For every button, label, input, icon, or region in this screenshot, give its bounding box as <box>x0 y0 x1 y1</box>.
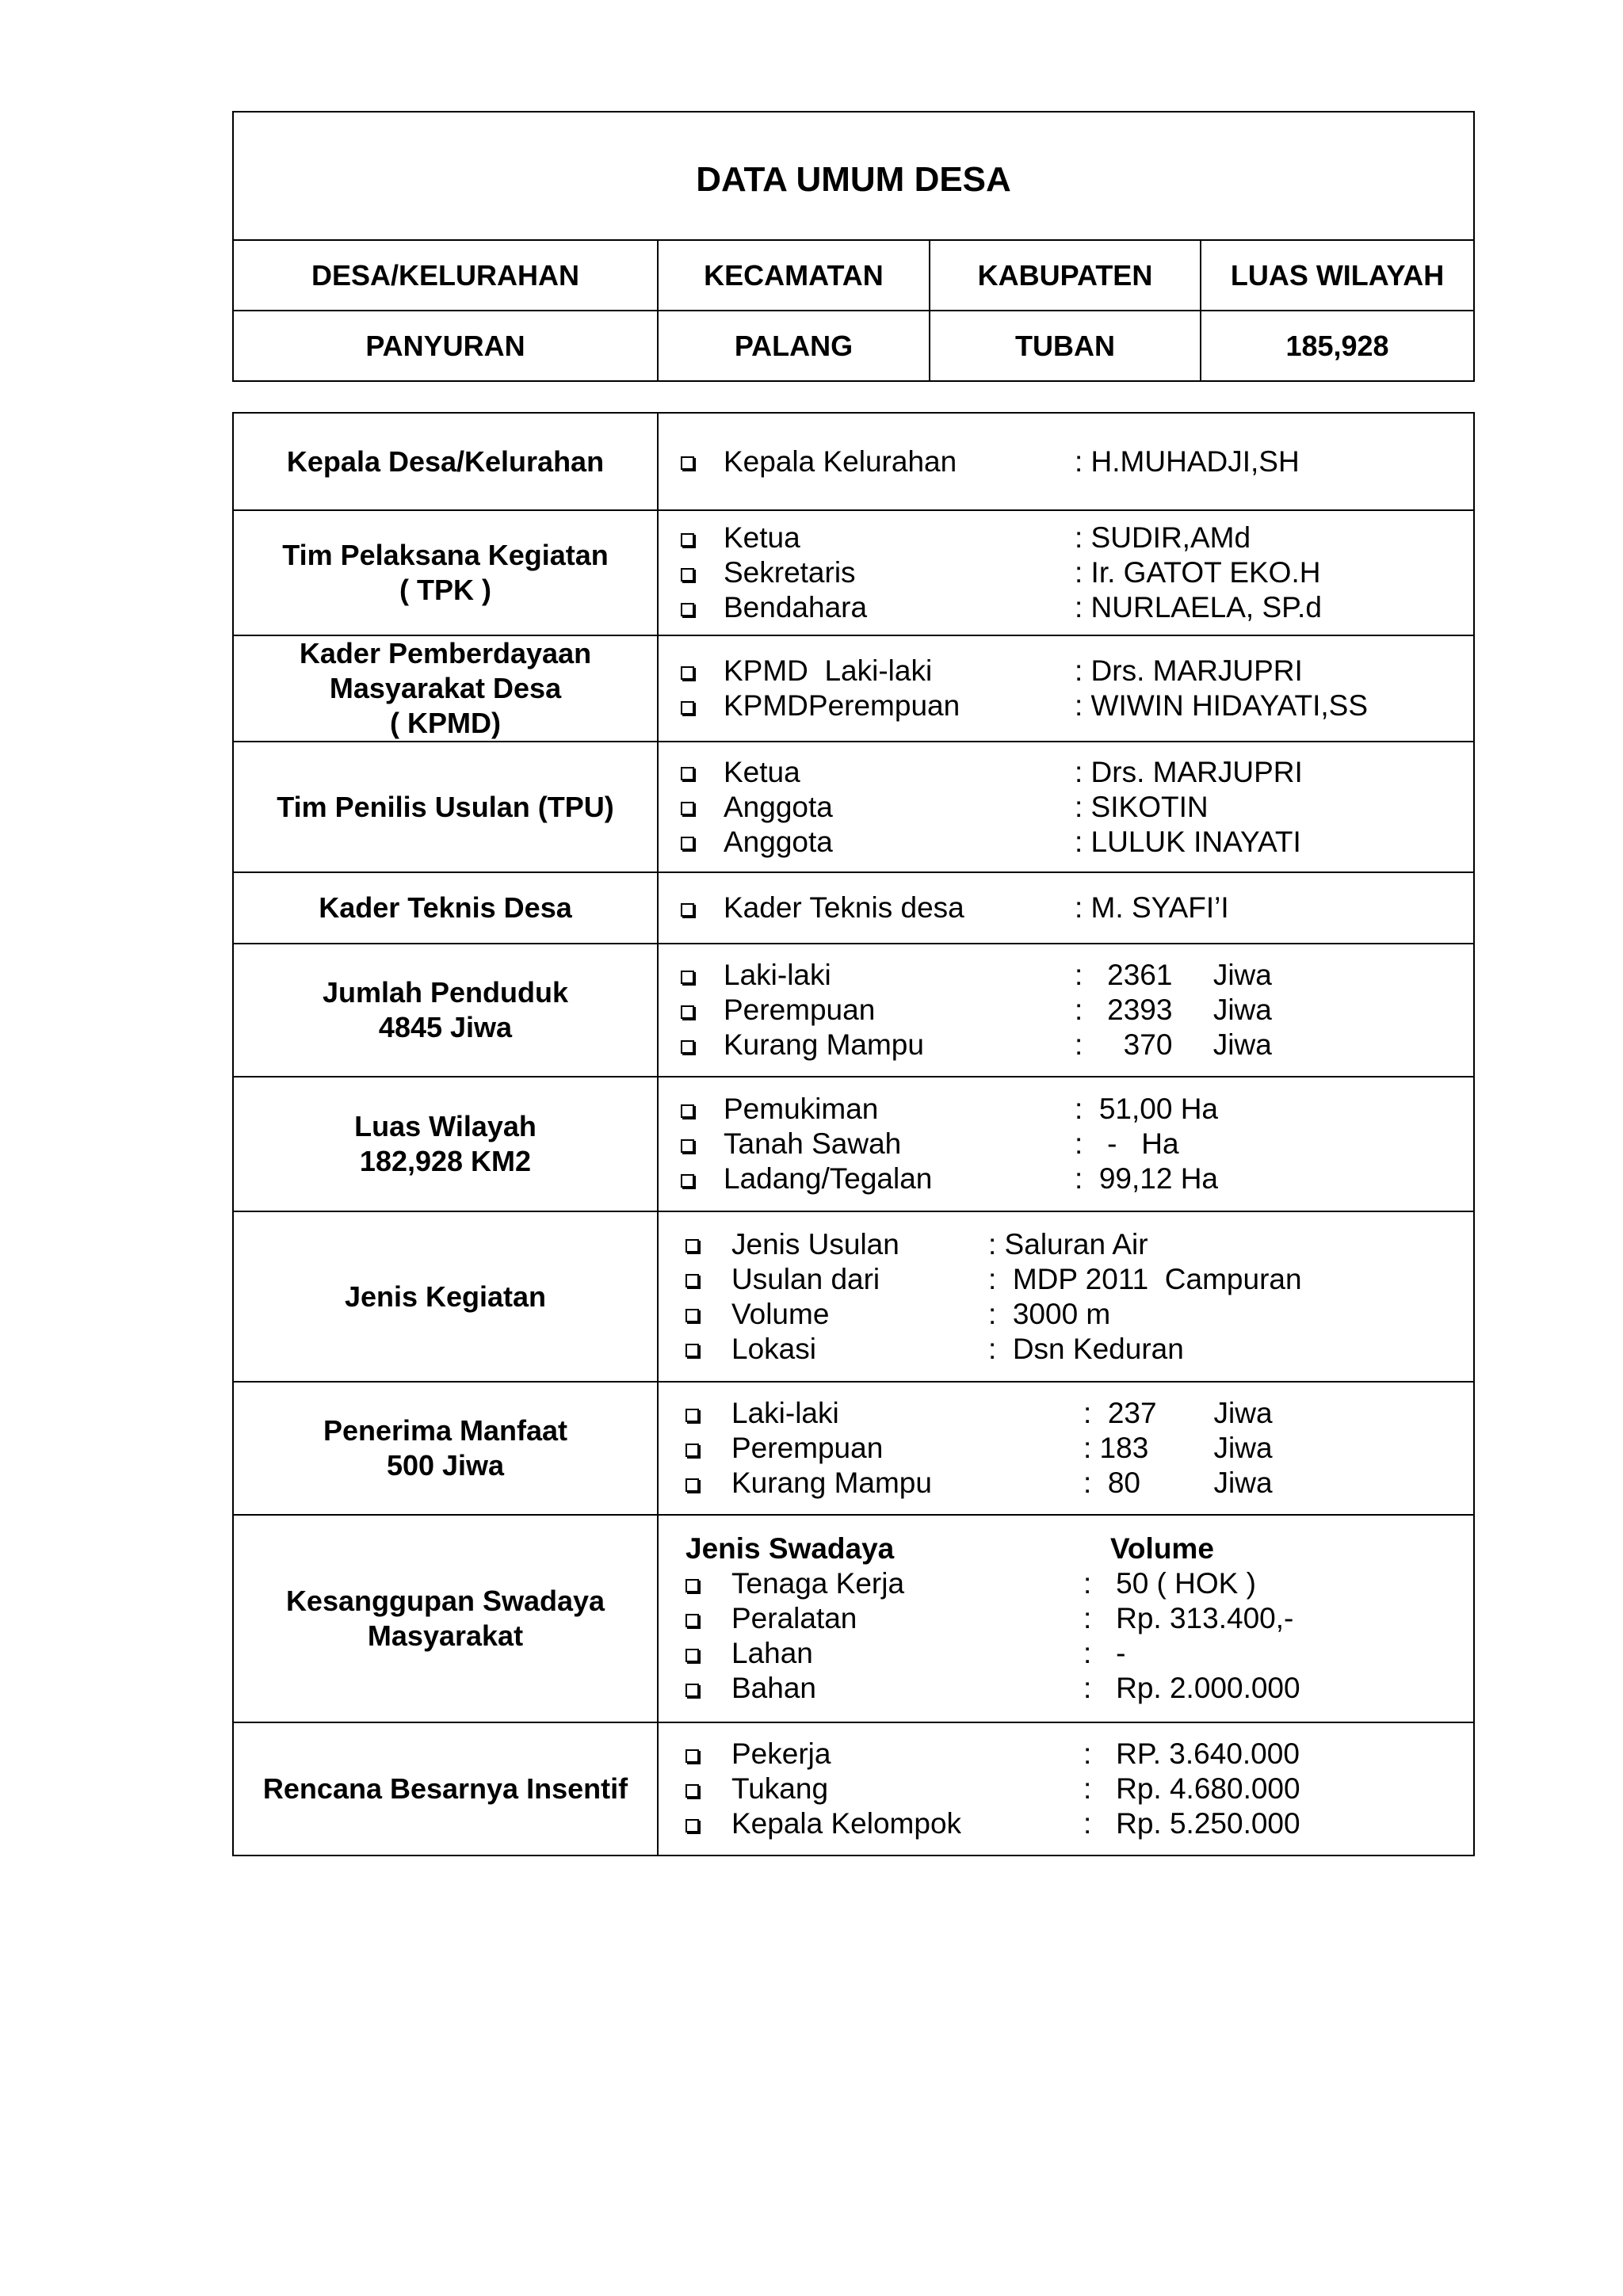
detail-value: : H.MUHADJI,SH <box>1075 444 1300 478</box>
detail-key: Pemukiman <box>724 1093 879 1125</box>
detail-item <box>674 958 1473 993</box>
heading-value: Volume <box>1110 1532 1214 1565</box>
page-title: DATA UMUM DESA <box>233 112 1474 240</box>
detail-key: Ketua <box>724 755 800 788</box>
detail-value: : 80 Jiwa <box>1083 1466 1273 1499</box>
detail-value: : SIKOTIN <box>1075 790 1209 823</box>
checkbox-bullet-icon <box>685 1772 717 1806</box>
village-data-table <box>232 412 1475 1856</box>
detail-item <box>674 1671 1473 1706</box>
data-row-swadaya <box>233 1515 1474 1722</box>
row-label-line: ( KPMD) <box>390 707 501 739</box>
checkbox-bullet-icon <box>685 1601 717 1636</box>
detail-value: : LULUK INAYATI <box>1075 825 1301 858</box>
detail-key: Volume <box>731 1297 830 1330</box>
detail-key: KPMDPerempuan <box>724 689 960 722</box>
detail-key: Laki-laki <box>724 959 831 991</box>
row-details <box>658 1515 1474 1722</box>
checkbox-bullet-icon <box>685 1636 717 1671</box>
detail-item <box>674 1332 1473 1367</box>
detail-key: Ladang/Tegalan <box>724 1162 933 1195</box>
detail-key: Tanah Sawah <box>724 1127 902 1160</box>
row-label <box>233 944 658 1077</box>
row-label-line: Kader Teknis Desa <box>319 891 572 924</box>
heading-key: Jenis Swadaya <box>685 1532 895 1565</box>
checkbox-bullet-icon <box>681 555 712 590</box>
value-kecamatan: PALANG <box>658 311 930 381</box>
value-kabupaten: TUBAN <box>930 311 1201 381</box>
checkbox-bullet-icon <box>685 1332 717 1367</box>
row-label-line: 4845 Jiwa <box>378 1011 513 1043</box>
detail-value: : SUDIR,AMd <box>1075 521 1251 554</box>
detail-key: Ketua <box>724 521 800 554</box>
detail-item <box>674 1737 1473 1772</box>
detail-item <box>674 1262 1473 1297</box>
detail-key: Anggota <box>724 790 833 823</box>
detail-key: Perempuan <box>731 1432 884 1464</box>
detail-key: Kurang Mampu <box>724 1028 924 1061</box>
row-label <box>233 1211 658 1382</box>
row-label-line: Tim Pelaksana Kegiatan <box>282 539 609 571</box>
checkbox-bullet-icon <box>681 1092 712 1127</box>
value-desa-kelurahan: PANYURAN <box>233 311 658 381</box>
summary-table <box>232 111 1475 382</box>
detail-item <box>674 1636 1473 1671</box>
row-label <box>233 1722 658 1855</box>
checkbox-bullet-icon <box>685 1262 717 1297</box>
checkbox-bullet-icon <box>685 1737 717 1772</box>
checkbox-bullet-icon <box>681 688 712 723</box>
detail-item <box>674 825 1473 860</box>
data-row-tpu <box>233 742 1474 872</box>
checkbox-bullet-icon <box>685 1466 717 1501</box>
checkbox-bullet-icon <box>681 755 712 790</box>
detail-item <box>674 1227 1473 1262</box>
checkbox-bullet-icon <box>681 1161 712 1196</box>
detail-value: : 50 ( HOK ) <box>1083 1567 1256 1600</box>
row-label-line: Tim Penilis Usulan (TPU) <box>277 790 614 823</box>
checkbox-bullet-icon <box>681 1127 712 1161</box>
detail-value: : - Ha <box>1075 1127 1179 1160</box>
row-label-line: Kesanggupan Swadaya <box>285 1585 605 1617</box>
row-label-line: Kepala Desa/Kelurahan <box>286 444 605 478</box>
row-label <box>233 1077 658 1211</box>
detail-value: : 183 Jiwa <box>1083 1432 1273 1464</box>
checkbox-bullet-icon <box>681 1028 712 1062</box>
detail-item <box>674 755 1473 790</box>
row-label-line: Luas Wilayah <box>354 1110 537 1142</box>
checkbox-bullet-icon <box>681 521 712 555</box>
detail-key: Kepala Kelurahan <box>724 444 957 478</box>
row-label <box>233 1382 658 1515</box>
row-label-line: 182,928 KM2 <box>359 1145 532 1177</box>
detail-item <box>674 521 1473 555</box>
detail-value: : - <box>1083 1637 1126 1669</box>
row-label <box>233 872 658 944</box>
detail-item <box>674 1566 1473 1601</box>
detail-value: : Drs. MARJUPRI <box>1075 755 1303 788</box>
row-label-line: Masyarakat Desa <box>329 672 562 704</box>
row-label-line: Kader Pemberdayaan <box>299 637 592 669</box>
detail-key: Pekerja <box>731 1737 831 1770</box>
checkbox-bullet-icon <box>685 1227 717 1262</box>
detail-value: : Dsn Keduran <box>988 1332 1184 1365</box>
detail-key: Usulan dari <box>731 1262 880 1295</box>
row-details <box>658 1211 1474 1382</box>
row-details <box>658 1722 1474 1855</box>
checkbox-bullet-icon <box>685 1297 717 1332</box>
header-desa-kelurahan: DESA/KELURAHAN <box>233 240 658 311</box>
detail-key: Jenis Usulan <box>731 1227 899 1261</box>
detail-value: : Rp. 4.680.000 <box>1083 1772 1300 1805</box>
checkbox-bullet-icon <box>685 1396 717 1431</box>
detail-key: Tukang <box>731 1772 829 1805</box>
row-label-line: Penerima Manfaat <box>323 1414 568 1447</box>
detail-item <box>674 1431 1473 1466</box>
detail-key: Kepala Kelompok <box>731 1807 962 1840</box>
header-kecamatan: KECAMATAN <box>658 240 930 311</box>
detail-value: : Rp. 313.400,- <box>1083 1602 1294 1634</box>
detail-value: : M. SYAFI’I <box>1075 891 1229 924</box>
detail-key: Bendahara <box>724 591 868 624</box>
detail-value: : 370 Jiwa <box>1075 1028 1272 1061</box>
detail-value: : 237 Jiwa <box>1083 1397 1273 1429</box>
data-row-kepala-desa <box>233 413 1474 510</box>
row-details <box>658 742 1474 872</box>
row-details <box>658 635 1474 742</box>
detail-item <box>674 1127 1473 1161</box>
row-label-line: 500 Jiwa <box>386 1449 505 1482</box>
detail-key: Perempuan <box>724 994 876 1026</box>
detail-item <box>674 1806 1473 1841</box>
detail-key: Kurang Mampu <box>731 1466 932 1499</box>
data-row-luas-wilayah <box>233 1077 1474 1211</box>
row-label <box>233 1515 658 1722</box>
detail-item <box>674 891 1473 925</box>
detail-value: : 3000 m <box>988 1297 1111 1330</box>
row-label <box>233 413 658 510</box>
detail-value: : Rp. 5.250.000 <box>1083 1807 1300 1840</box>
detail-item <box>674 654 1473 688</box>
row-label-line: Masyarakat <box>367 1619 524 1652</box>
detail-key: Bahan <box>731 1672 816 1704</box>
checkbox-bullet-icon <box>681 891 712 925</box>
detail-value: : WIWIN HIDAYATI,SS <box>1075 689 1368 722</box>
detail-value: : 99,12 Ha <box>1075 1162 1219 1195</box>
summary-value-row <box>233 311 1474 381</box>
detail-key: Lahan <box>731 1637 813 1669</box>
checkbox-bullet-icon <box>681 654 712 688</box>
detail-item <box>674 1772 1473 1806</box>
detail-value: : 2393 Jiwa <box>1075 994 1272 1026</box>
row-details <box>658 510 1474 635</box>
detail-item <box>674 555 1473 590</box>
detail-item <box>674 1396 1473 1431</box>
data-row-tpk <box>233 510 1474 635</box>
data-row-jumlah-penduduk <box>233 944 1474 1077</box>
detail-key: Lokasi <box>731 1332 816 1365</box>
row-label-line: Rencana Besarnya Insentif <box>262 1772 628 1805</box>
checkbox-bullet-icon <box>685 1806 717 1841</box>
checkbox-bullet-icon <box>681 958 712 993</box>
detail-key: Peralatan <box>731 1602 857 1634</box>
detail-key: Tenaga Kerja <box>731 1567 905 1600</box>
checkbox-bullet-icon <box>685 1431 717 1466</box>
detail-value: : NURLAELA, SP.d <box>1075 591 1322 624</box>
data-row-penerima-manfaat <box>233 1382 1474 1515</box>
row-label <box>233 510 658 635</box>
row-label <box>233 635 658 742</box>
detail-item <box>674 1028 1473 1062</box>
row-details <box>658 1382 1474 1515</box>
checkbox-bullet-icon <box>681 790 712 825</box>
checkbox-bullet-icon <box>681 590 712 625</box>
checkbox-bullet-icon <box>681 993 712 1028</box>
row-details <box>658 872 1474 944</box>
detail-value: : 51,00 Ha <box>1075 1093 1219 1125</box>
detail-value: : Ir. GATOT EKO.H <box>1075 556 1321 589</box>
row-label-line: Jumlah Penduduk <box>322 976 569 1009</box>
header-luas-wilayah: LUAS WILAYAH <box>1201 240 1474 311</box>
detail-value: : MDP 2011 Campuran <box>988 1262 1302 1295</box>
detail-heading <box>674 1531 1473 1566</box>
row-label-line: ( TPK ) <box>399 574 491 606</box>
detail-key: Laki-laki <box>731 1397 839 1429</box>
detail-item <box>674 1297 1473 1332</box>
detail-value: : Saluran Air <box>988 1227 1148 1261</box>
value-luas-wilayah: 185,928 <box>1201 311 1474 381</box>
detail-key: KPMD Laki-laki <box>724 654 933 687</box>
detail-key: Anggota <box>724 825 833 858</box>
detail-value: : RP. 3.640.000 <box>1083 1737 1300 1770</box>
detail-item <box>674 993 1473 1028</box>
detail-key: Sekretaris <box>724 556 856 589</box>
row-label <box>233 742 658 872</box>
detail-value: : 2361 Jiwa <box>1075 959 1272 991</box>
row-details <box>658 413 1474 510</box>
detail-item <box>674 444 1473 479</box>
detail-item <box>674 790 1473 825</box>
checkbox-bullet-icon <box>681 444 712 479</box>
detail-key: Kader Teknis desa <box>724 891 964 924</box>
checkbox-bullet-icon <box>685 1671 717 1706</box>
data-row-kpmd <box>233 635 1474 742</box>
row-details <box>658 1077 1474 1211</box>
detail-item <box>674 590 1473 625</box>
row-label-line: Jenis Kegiatan <box>344 1280 547 1313</box>
data-row-kader-teknis <box>233 872 1474 944</box>
row-details <box>658 944 1474 1077</box>
data-row-jenis-kegiatan <box>233 1211 1474 1382</box>
detail-item <box>674 1466 1473 1501</box>
detail-item <box>674 688 1473 723</box>
detail-value: : Drs. MARJUPRI <box>1075 654 1303 687</box>
data-row-insentif <box>233 1722 1474 1855</box>
checkbox-bullet-icon <box>685 1566 717 1601</box>
checkbox-bullet-icon <box>681 825 712 860</box>
detail-item <box>674 1092 1473 1127</box>
detail-item <box>674 1161 1473 1196</box>
header-kabupaten: KABUPATEN <box>930 240 1201 311</box>
summary-header-row <box>233 240 1474 311</box>
detail-item <box>674 1601 1473 1636</box>
detail-value: : Rp. 2.000.000 <box>1083 1672 1300 1704</box>
